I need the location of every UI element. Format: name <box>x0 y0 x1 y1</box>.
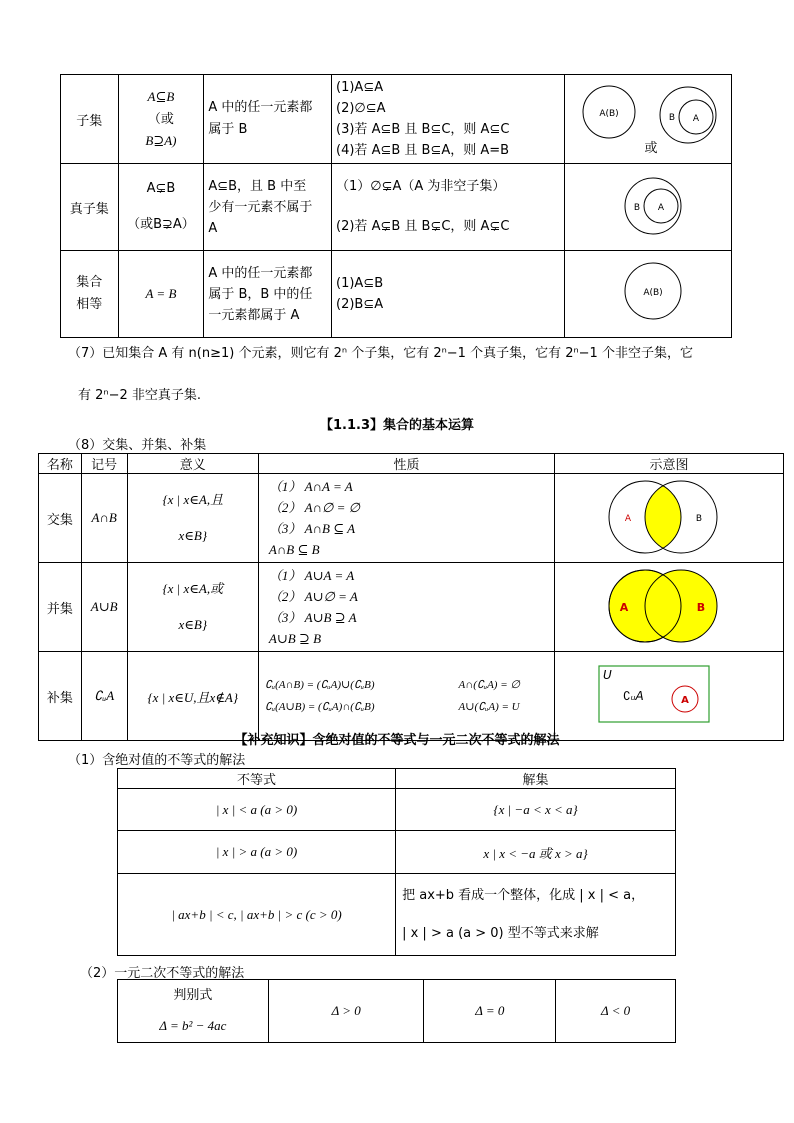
table-row <box>118 980 676 1043</box>
properties-cell: （1） A∩A = A （2） A∩∅ = ∅ （3） A∩B ⊆ A A∩B ⊆ B <box>258 474 554 563</box>
diagram-cell <box>554 563 783 652</box>
table-row <box>39 652 784 741</box>
diagram-cell <box>554 652 783 741</box>
paragraph-7-line-1: （7）已知集合 A 有 n(n≥1) 个元素，则它有 2ⁿ 个子集，它有 2ⁿ−1 个真子集，它有 2ⁿ−1 个非空子集，它 <box>68 346 693 361</box>
label-a: A <box>619 601 629 614</box>
solution-cell: x | x < −a 或 x > a} <box>396 831 676 874</box>
header-meaning: 意义 <box>127 454 258 474</box>
diagram-cell <box>554 474 783 563</box>
table-row <box>39 474 784 563</box>
header-row <box>118 769 676 789</box>
union-diagram <box>555 563 783 647</box>
inequality-cell: | x | > a (a > 0) <box>118 831 396 874</box>
or-text: 或 <box>644 141 658 156</box>
row-name: 子集 <box>61 75 119 164</box>
solution-cell: {x | −a < x < a} <box>396 789 676 831</box>
subset-diagram <box>565 75 731 159</box>
solution-cell: 把 ax+b 看成一个整体，化成 | x | < a， | x | > a (a > 0) 型不等式来求解 <box>396 874 676 956</box>
supplement-sub-2: （2）一元二次不等式的解法 <box>80 966 245 981</box>
supplement-title: 【补充知识】含绝对值的不等式与一元二次不等式的解法 <box>234 733 560 748</box>
header-notation: 记号 <box>81 454 127 474</box>
diagram-cell <box>564 164 731 251</box>
complement-diagram <box>555 652 783 736</box>
properties-cell: （1） A∪A = A （2） A∪∅ = A （3） A∪B ⊇ A A∪B ⊇ B <box>258 563 554 652</box>
table-row <box>118 831 676 874</box>
inequality-cell: | x | < a (a > 0) <box>118 789 396 831</box>
diagram-cell <box>564 75 731 164</box>
notation-cell: A = B <box>118 251 204 338</box>
subset-relations-table <box>60 74 732 338</box>
paragraph-7-line-2: 有 2ⁿ−2 非空真子集. <box>78 388 202 403</box>
meaning-cell: {x | x∈U,且x∉A} <box>127 652 258 741</box>
notation-cell: A⊆B （或 B⊇A) <box>118 75 204 164</box>
outer-label: B <box>668 113 676 123</box>
discriminant-table <box>117 979 676 1043</box>
delta-zero-cell: Δ = 0 <box>424 980 556 1043</box>
section-subtitle: （8）交集、并集、补集 <box>68 438 207 453</box>
meaning-cell: A⊆B，且 B 中至 少有一元素不属于 A <box>204 164 332 251</box>
inequality-cell: | ax+b | < c, | ax+b | > c (c > 0) <box>118 874 396 956</box>
header-properties: 性质 <box>258 454 554 474</box>
label-a: A <box>624 514 632 524</box>
supplement-sub-1: （1）含绝对值的不等式的解法 <box>68 753 246 768</box>
table-row <box>61 164 732 251</box>
properties-cell: （1）∅⊊A（A 为非空子集） (2)若 A⊊B 且 B⊊C，则 A⊊C <box>332 164 565 251</box>
inner-label: A <box>692 114 700 124</box>
delta-positive-cell: Δ > 0 <box>268 980 424 1043</box>
label-u: U <box>602 668 612 682</box>
section-title: 【1.1.3】集合的基本运算 <box>319 418 474 433</box>
meaning-cell: A 中的任一元素都 属于 B，B 中的任 一元素都属于 A <box>204 251 332 338</box>
row-name: 并集 <box>39 563 82 652</box>
proper-subset-diagram <box>565 164 731 246</box>
header-inequality: 不等式 <box>118 769 396 789</box>
header-name: 名称 <box>39 454 82 474</box>
label-b: B <box>695 514 703 524</box>
row-name: 交集 <box>39 474 82 563</box>
table-row <box>39 563 784 652</box>
header-diagram: 示意图 <box>554 454 783 474</box>
label-a: A <box>681 695 689 706</box>
properties-cell: ∁ᵤ(A∩B) = (∁ᵤA)∪(∁ᵤB) ∁ᵤ(A∪B) = (∁ᵤA)∩(∁ᵤB) A∩(∁ᵤA) = ∅ A∪(∁ᵤA) = U <box>258 652 554 741</box>
table-row <box>61 251 732 338</box>
header-row <box>39 454 784 474</box>
label-complement: ∁ᵤA <box>622 689 644 703</box>
table-row <box>118 874 676 956</box>
row-name: 真子集 <box>61 164 119 251</box>
discriminant-cell: 判别式 Δ = b² − 4ac <box>118 980 269 1043</box>
notation-cell: A∪B <box>81 563 127 652</box>
delta-negative-cell: Δ < 0 <box>556 980 676 1043</box>
set-operations-table <box>38 453 784 741</box>
label-b: B <box>696 601 706 614</box>
meaning-cell: {x | x∈A,或 x∈B} <box>127 563 258 652</box>
equal-label: A(B) <box>599 109 619 119</box>
universal-set-box <box>599 666 709 722</box>
table-row <box>118 789 676 831</box>
notation-cell: A∩B <box>81 474 127 563</box>
table-row <box>61 75 732 164</box>
abs-inequality-table <box>117 768 676 956</box>
diagram-cell <box>564 251 731 338</box>
notation-cell: A⊊B （或B⊋A） <box>118 164 204 251</box>
notation-cell: ∁ᵤA <box>81 652 127 741</box>
row-name: 补集 <box>39 652 82 741</box>
equal-label: A(B) <box>643 288 663 298</box>
properties-cell: (1)A⊆A (2)∅⊆A (3)若 A⊆B 且 B⊆C，则 A⊆C (4)若 A⊆B 且 B⊆A，则 A=B <box>332 75 565 164</box>
row-name: 集合 相等 <box>61 251 119 338</box>
meaning-cell: A 中的任一元素都 属于 B <box>204 75 332 164</box>
properties-cell: (1)A⊆B (2)B⊆A <box>332 251 565 338</box>
intersection-diagram <box>555 474 783 558</box>
inner-label: A <box>657 203 665 213</box>
meaning-cell: {x | x∈A,且 x∈B} <box>127 474 258 563</box>
equal-sets-diagram <box>565 251 731 333</box>
outer-label: B <box>633 203 641 213</box>
header-solution: 解集 <box>396 769 676 789</box>
